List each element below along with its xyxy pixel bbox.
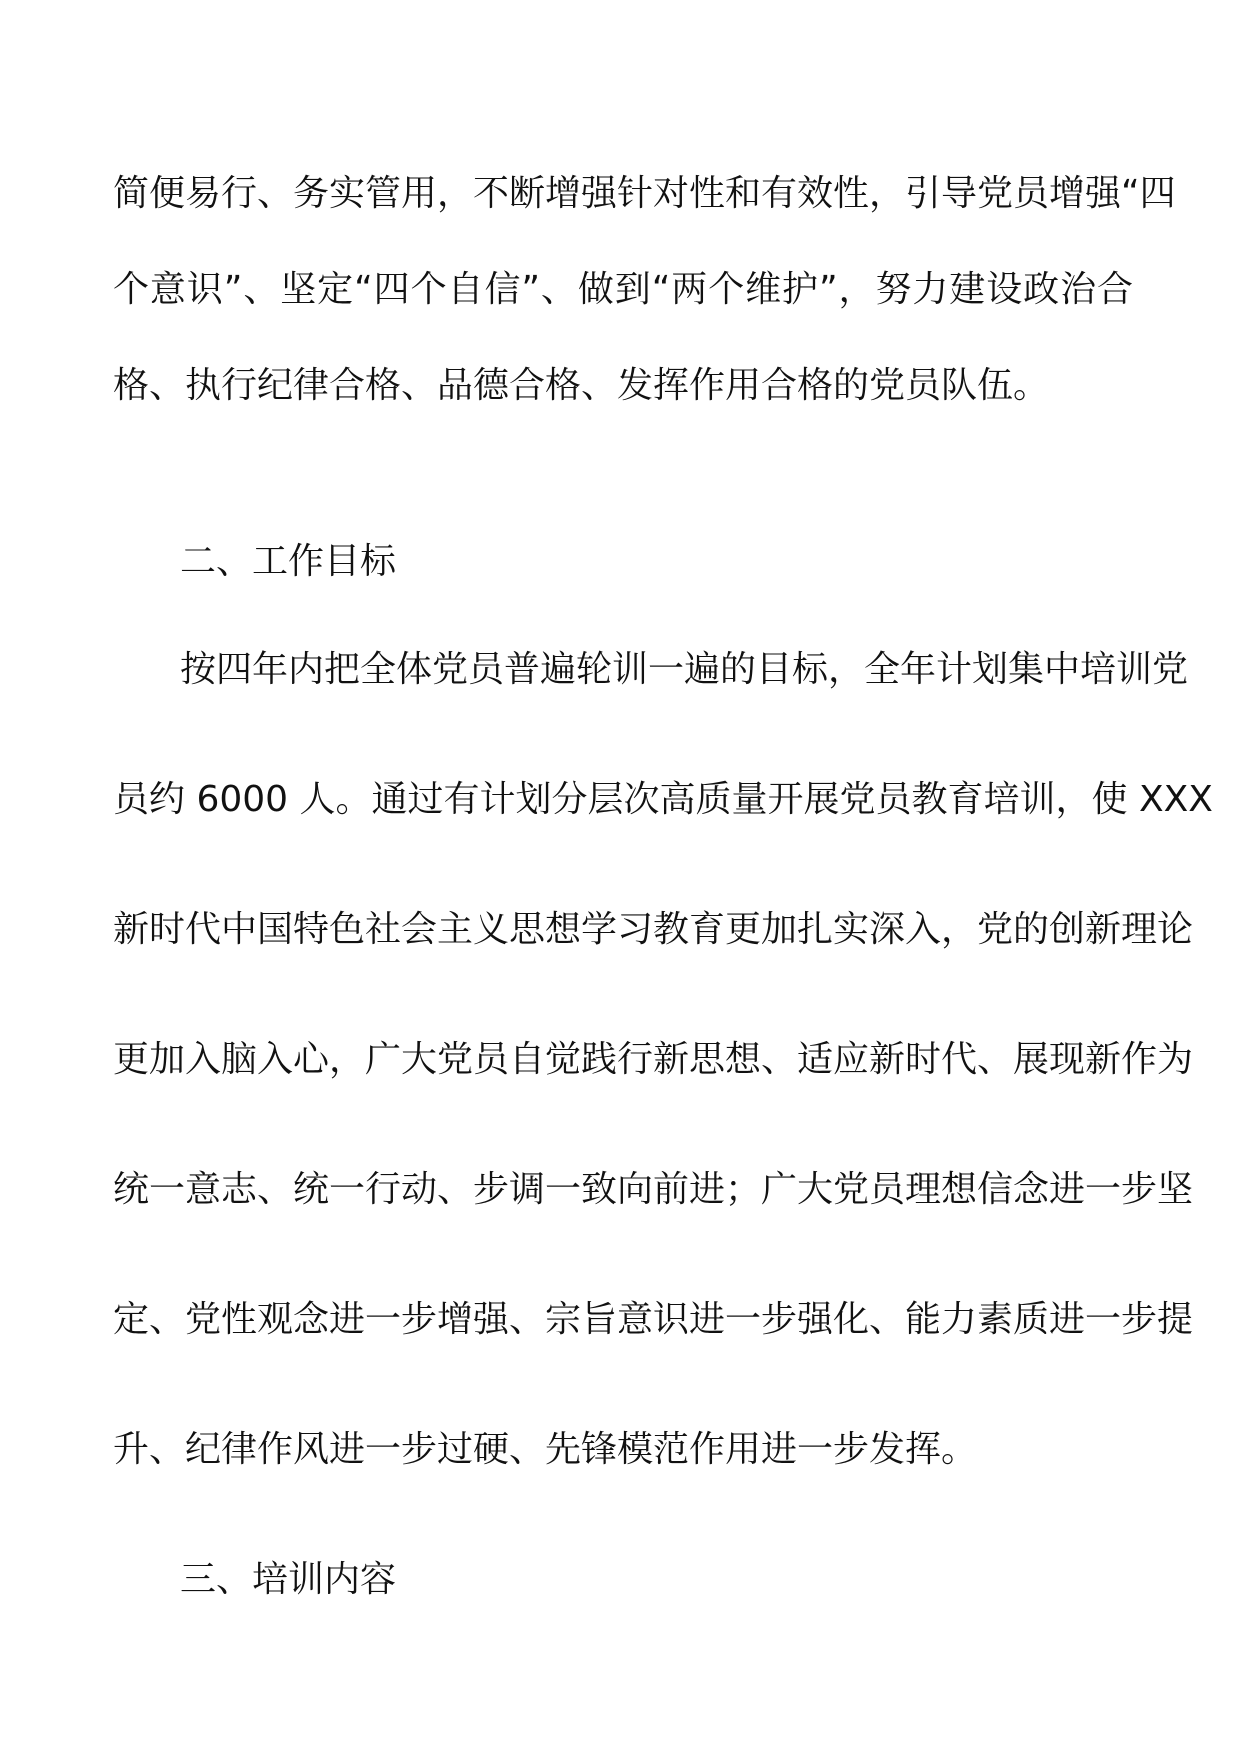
paragraph-line: 格、执行纪律合格、品德合格、发挥作用合格的党员队伍。 [113,365,1050,406]
section-heading-training-content: 三、培训内容 [180,1559,397,1600]
paragraph-line: 按四年内把全体党员普遍轮训一遍的目标，全年计划集中培训党 [180,649,1189,690]
paragraph-line: 定、党性观念进一步增强、宗旨意识进一步强化、能力素质进一步提 [113,1299,1194,1340]
paragraph-line: 新时代中国特色社会主义思想学习教育更加扎实深入，党的创新理论 [113,909,1194,950]
paragraph-line: 个意识”、坚定“四个自信”、做到“两个维护”，努力建设政治合 [113,269,1133,310]
paragraph-line: 更加入脑入心，广大党员自觉践行新思想、适应新时代、展现新作为 [113,1039,1194,1080]
section-heading-work-goals: 二、工作目标 [180,541,397,582]
paragraph-line: 统一意志、统一行动、步调一致向前进；广大党员理想信念进一步坚 [113,1169,1194,1210]
paragraph-line: 升、纪律作风进一步过硬、先锋模范作用进一步发挥。 [113,1429,978,1470]
paragraph-line: 员约 6000 人。通过有计划分层次高质量开展党员教育培训，使 XXX [113,779,1213,820]
paragraph-line: 简便易行、务实管用，不断增强针对性和有效性，引导党员增强“四 [113,173,1176,214]
